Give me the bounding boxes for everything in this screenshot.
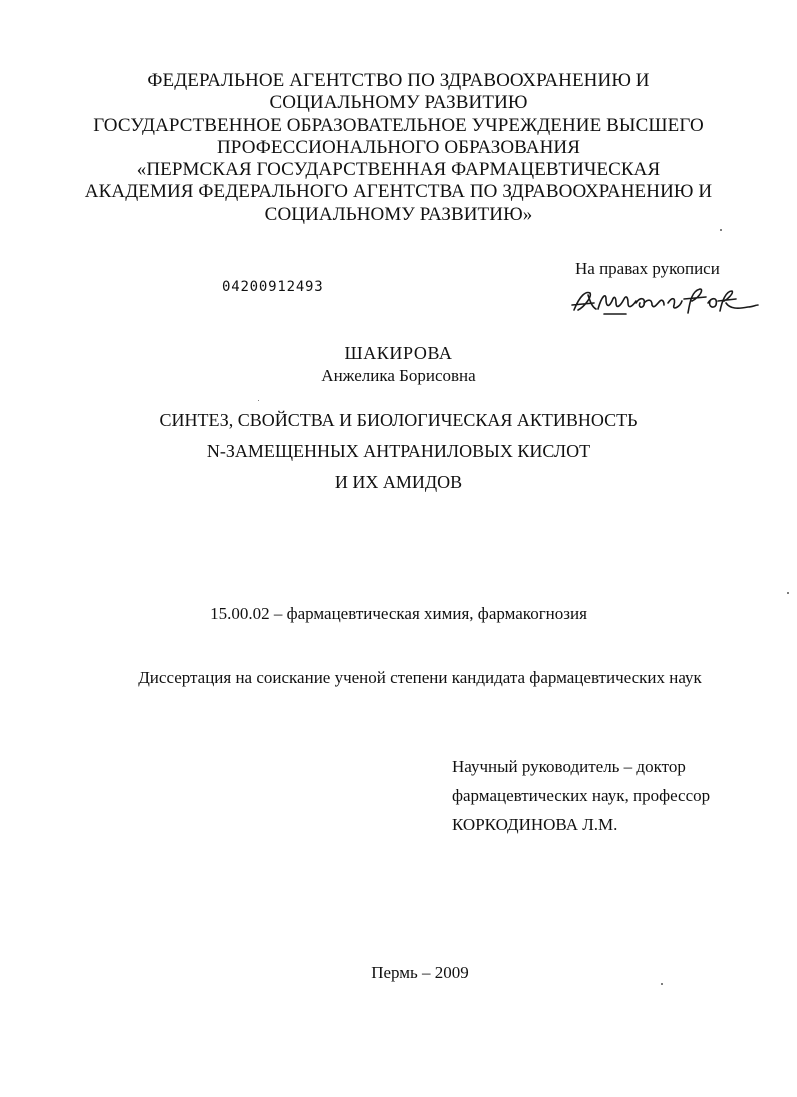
scan-speck <box>720 229 722 231</box>
author-surname: ШАКИРОВА <box>344 343 453 363</box>
header-line: ФЕДЕРАЛЬНОЕ АГЕНТСТВО ПО ЗДРАВООХРАНЕНИЮ И <box>147 70 650 91</box>
header-line: СОЦИАЛЬНОМУ РАЗВИТИЮ <box>269 92 528 114</box>
title-line: СИНТЕЗ, СВОЙСТВА И БИОЛОГИЧЕСКАЯ АКТИВНОСТЬ <box>159 410 638 430</box>
registration-number: 04200912493 <box>222 279 324 295</box>
header-line: АКАДЕМИЯ ФЕДЕРАЛЬНОГО АГЕНТСТВА ПО ЗДРАВООХРАНЕНИЮ И <box>84 181 713 203</box>
author-given-names: Анжелика Борисовна <box>321 366 476 385</box>
institution-header <box>40 70 757 226</box>
scientific-supervisor <box>452 752 710 839</box>
manuscript-rights-note: На правах рукописи <box>575 259 720 278</box>
scan-speck <box>787 592 789 594</box>
header-line: СОЦИАЛЬНОМУ РАЗВИТИЮ» <box>264 203 533 225</box>
scan-speck <box>661 983 663 985</box>
header-line: ГОСУДАРСТВЕННОЕ ОБРАЗОВАТЕЛЬНОЕ УЧРЕЖДЕНИЕ ВЫСШЕГО <box>93 114 704 136</box>
degree-statement: Диссертация на соискание ученой степени кандидата фармацевтических наук <box>138 668 702 687</box>
supervisor-line: КОРКОДИНОВА Л.М. <box>452 815 618 834</box>
specialty-code: 15.00.02 – фармацевтическая химия, фармакогнозия <box>210 604 587 623</box>
supervisor-line: фармацевтических наук, профессор <box>452 786 711 805</box>
title-line: И ИХ АМИДОВ <box>334 472 463 492</box>
title-line: N-ЗАМЕЩЕННЫХ АНТРАНИЛОВЫХ КИСЛОТ <box>206 441 591 461</box>
dissertation-title <box>0 405 797 498</box>
handwritten-signature <box>568 283 760 323</box>
scan-speck <box>258 400 259 401</box>
city-year: Пермь – 2009 <box>371 963 469 982</box>
supervisor-line: Научный руководитель – доктор <box>452 757 686 776</box>
header-line: ПРОФЕССИОНАЛЬНОГО ОБРАЗОВАНИЯ <box>216 136 580 158</box>
header-line: «ПЕРМСКАЯ ГОСУДАРСТВЕННАЯ ФАРМАЦЕВТИЧЕСКАЯ <box>136 159 661 181</box>
